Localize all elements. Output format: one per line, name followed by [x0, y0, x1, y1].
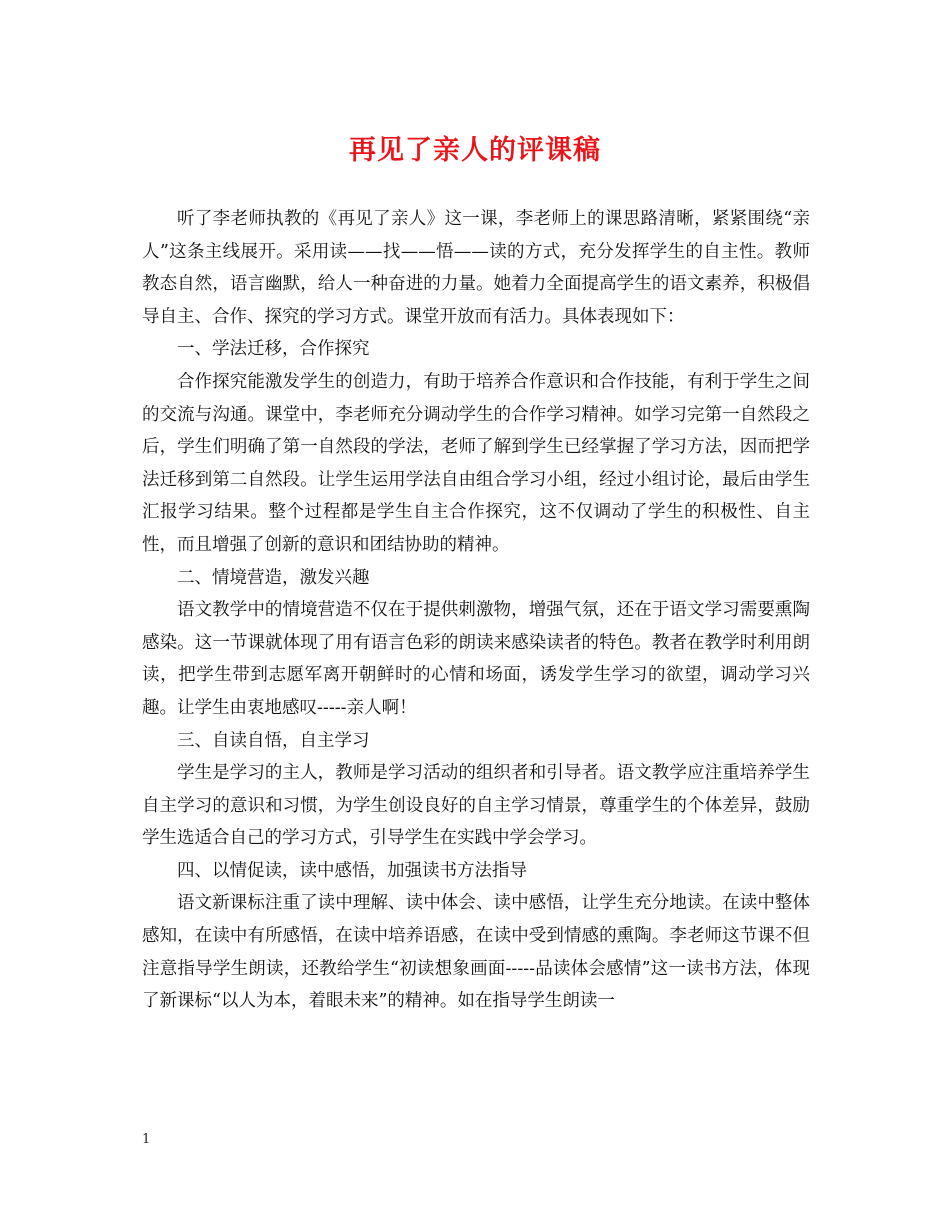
section-paragraph-3: 学生是学习的主人，教师是学习活动的组织者和引导者。语文教学应注重培养学生自主学习的意识和习惯，为学生创设良好的自主学习情景，尊重学生的个体差异，鼓励学生选适合自己的学习方式，引导学生在实践中学会学习。 [142, 763, 810, 849]
document-body [142, 203, 810, 1018]
section-heading-1: 一、学法迁移，合作探究 [177, 339, 370, 360]
document-title: 再见了亲人的评课稿 [349, 135, 601, 166]
section-heading-3: 三、自读自悟，自主学习 [177, 730, 370, 751]
section-paragraph-4: 语文新课标注重了读中理解、读中体会、读中感悟，让学生充分地读。在读中整体感知，在读中有所感悟，在读中培养语感，在读中受到情感的熏陶。李老师这节课不但注意指导学生朗读，还教给学生“初读想象画面-----品读体会感情”这一读书方法，体现了新课标“以人为本，着眼未来”的精神。如在指导学生朗读一 [142, 893, 810, 1012]
section-paragraph-1: 合作探究能激发学生的创造力，有助于培养合作意识和合作技能，有利于学生之间的交流与沟通。课堂中，李老师充分调动学生的合作学习精神。如学习完第一自然段之后，学生们明确了第一自然段的学法，老师了解到学生已经掌握了学习方法，因而把学法迁移到第二自然段。让学生运用学法自由组合学习小组，经过小组讨论，最后由学生汇报学习结果。整个过程都是学生自主合作探究，这不仅调动了学生的积极性、自主性，而且增强了创新的意识和团结协助的精神。 [142, 371, 810, 555]
section-paragraph-2: 语文教学中的情境营造不仅在于提供刺激物，增强气氛，还在于语文学习需要熏陶感染。这一节课就体现了用有语言色彩的朗读来感染读者的特色。教者在教学时利用朗读，把学生带到志愿军离开朝鲜时的心情和场面，诱发学生学习的欲望，调动学习兴趣。让学生由衷地感叹-----亲人啊！ [142, 600, 810, 718]
section-heading-4: 四、以情促读，读中感悟，加强读书方法指导 [177, 860, 527, 881]
intro-paragraph: 听了李老师执教的《再见了亲人》这一课，李老师上的课思路清晰，紧紧围绕“亲人”这条主线展开。采用读——找——悟——读的方式，充分发挥学生的自主性。教师教态自然，语言幽默，给人一种奋进的力量。她着力全面提高学生的语文素养，积极倡导自主、合作、探究的学习方式。课堂开放而有活力。具体表现如下： [142, 209, 810, 327]
section-heading-2: 二、情境营造，激发兴趣 [177, 567, 370, 588]
page-number: 1 [142, 1132, 151, 1147]
